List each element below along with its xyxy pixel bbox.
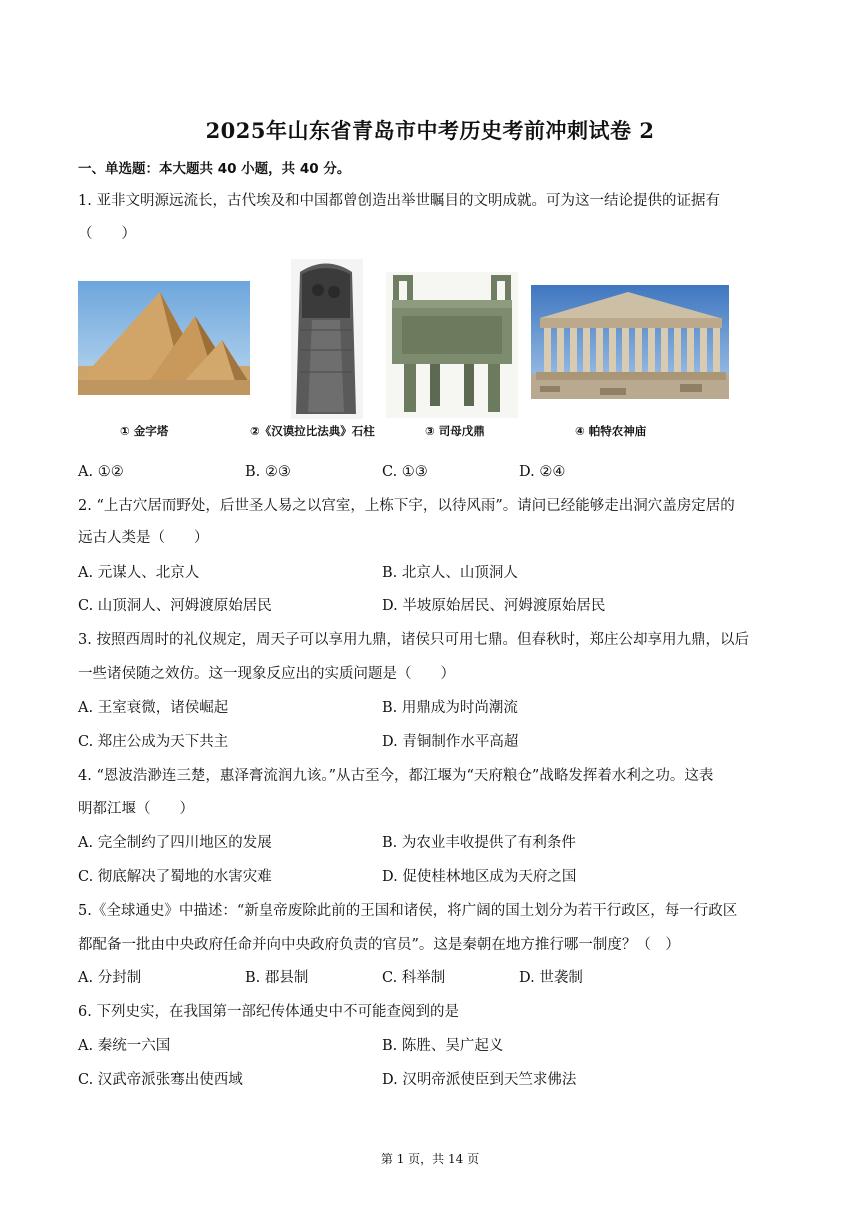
option-c: C. 山顶洞人、河姆渡原始居民 — [78, 598, 272, 614]
figure-strip — [0, 0, 860, 440]
pyramids-image — [78, 281, 250, 395]
stele-image — [291, 259, 363, 419]
question-stem-line: 2. “上古穴居而野处，后世圣人易之以宫室，上栋下宇，以待风雨”。请问已经能够走出洞穴盖房定居的 — [78, 498, 735, 514]
option-a: A. 王室衰微，诸侯崛起 — [78, 700, 229, 716]
figure-caption: ③ 司母戊鼎 — [425, 424, 485, 438]
option-b: B. 陈胜、吴广起义 — [382, 1038, 504, 1054]
parthenon-image — [531, 285, 729, 399]
option-d: D. 促使桂林地区成为天府之国 — [382, 869, 577, 885]
option-d: D. 青铜制作水平高超 — [382, 734, 519, 750]
figure-caption: ① 金字塔 — [120, 424, 169, 438]
option-b: B. 用鼎成为时尚潮流 — [382, 700, 518, 716]
option-a: A. 秦统一六国 — [78, 1038, 171, 1054]
option-a: A. 元谋人、北京人 — [78, 565, 200, 581]
question-stem-line: 明都江堰（ ） — [78, 801, 194, 817]
option-d: D. 半坡原始居民、河姆渡原始居民 — [382, 598, 606, 614]
option-d: D. ②④ — [519, 464, 566, 480]
option-c: C. 科举制 — [382, 970, 446, 986]
question-stem-line: 5.《全球通史》中描述：“新皇帝废除此前的王国和诸侯，将广阔的国土划分为若干行政区，每一行政区 — [78, 903, 738, 919]
question-stem-line: 远古人类是（ ） — [78, 530, 209, 546]
question-stem-line: 4. “恩波浩渺连三楚，惠泽膏流润九该。”从古至今，都江堰为“天府粮仓”战略发挥着水利之功。这表 — [78, 768, 714, 784]
question-stem-line: 都配备一批由中央政府任命并向中央政府负责的官员”。这是秦朝在地方推行哪一制度？（ ） — [78, 937, 680, 953]
option-d: D. 汉明帝派使臣到天竺求佛法 — [382, 1072, 577, 1088]
option-b: B. 为农业丰收提供了有利条件 — [382, 835, 576, 851]
option-a: A. ①② — [78, 464, 124, 480]
page-footer: 第 1 页，共 14 页 — [380, 1152, 480, 1166]
figure-caption: ④ 帕特农神庙 — [575, 424, 647, 438]
question-stem-line: 3. 按照西周时的礼仪规定，周天子可以享用九鼎，诸侯只可用七鼎。但春秋时，郑庄公却享用九鼎，以后 — [78, 632, 749, 648]
option-c: C. ①③ — [382, 464, 428, 480]
page-title: 2025年山东省青岛市中考历史考前冲刺试卷 2 — [205, 118, 655, 143]
bronze-ding-image — [386, 272, 518, 418]
question-stem-line: 6. 下列史实，在我国第一部纪传体通史中不可能查阅到的是 — [78, 1004, 459, 1020]
option-c: C. 汉武帝派张骞出使西域 — [78, 1072, 243, 1088]
option-b: B. 北京人、山顶洞人 — [382, 565, 518, 581]
question-stem-line: 一些诸侯随之效仿。这一现象反应出的实质问题是（ ） — [78, 666, 455, 682]
option-b: B. ②③ — [245, 464, 291, 480]
option-b: B. 郡县制 — [245, 970, 309, 986]
question-stem-line: （ ） — [78, 226, 136, 242]
question-stem-line: 1. 亚非文明源远流长，古代埃及和中国都曾创造出举世瞩目的文明成就。可为这一结论提供的证据有 — [78, 193, 720, 209]
option-c: C. 彻底解决了蜀地的水害灾难 — [78, 869, 272, 885]
option-c: C. 郑庄公成为天下共主 — [78, 734, 229, 750]
option-a: A. 完全制约了四川地区的发展 — [78, 835, 272, 851]
option-a: A. 分封制 — [78, 970, 142, 986]
figure-caption: ②《汉谟拉比法典》石柱 — [250, 424, 375, 438]
section-header: 一、单选题：本大题共 40 小题，共 40 分。 — [78, 161, 351, 177]
option-d: D. 世袭制 — [519, 970, 583, 986]
